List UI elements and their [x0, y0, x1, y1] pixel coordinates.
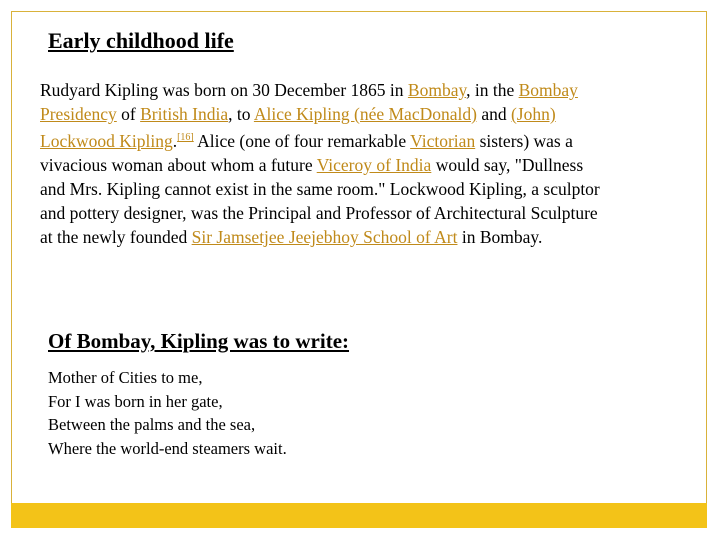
text: would say, "Dullness and Mrs. Kipling cannot exist in the same room." Lockwood Kipling, a sculptor and pottery designer, was the Principal and Professor of Architectural Sculpture at the newly founded [40, 154, 600, 247]
footnote-ref[interactable]: [16] [177, 132, 194, 143]
text: , in the [466, 80, 519, 100]
section-heading: Early childhood life [48, 28, 234, 53]
text: and [476, 104, 511, 124]
poem [48, 366, 287, 460]
text: Alice (one of four remarkable [193, 130, 411, 151]
text: . [172, 130, 178, 151]
poem-line: Where the world-end steamers wait. [48, 438, 287, 458]
link-jj-school-of-art[interactable]: Sir Jamsetjee Jeejebhoy School of Art [191, 226, 458, 247]
biography-paragraph [40, 78, 600, 249]
link-bombay-presidency[interactable]: Bombay Presidency [40, 80, 578, 124]
poem-line: Mother of Cities to me, [48, 368, 203, 387]
bottom-accent-bar [11, 503, 707, 528]
link-viceroy-of-india[interactable]: Viceroy of India [316, 154, 432, 175]
poem-line: For I was born in her gate, [48, 391, 223, 411]
link-alice-kipling[interactable]: Alice Kipling (née MacDonald) [253, 104, 477, 124]
text: sisters) was a vivacious woman about whom a future [40, 130, 573, 175]
link-victorian[interactable]: Victorian [410, 130, 476, 151]
text: of [116, 104, 141, 124]
link-lockwood-kipling[interactable]: (John) Lockwood Kipling [40, 104, 556, 151]
poem-line: Between the palms and the sea, [48, 415, 256, 434]
text: Rudyard Kipling was born on 30 December 1865 in [40, 80, 408, 100]
text: in Bombay. [457, 226, 543, 247]
link-bombay[interactable]: Bombay [407, 80, 467, 100]
sub-heading: Of Bombay, Kipling was to write: [48, 329, 350, 353]
link-british-india[interactable]: British India [140, 104, 229, 124]
text: , to [228, 104, 254, 124]
